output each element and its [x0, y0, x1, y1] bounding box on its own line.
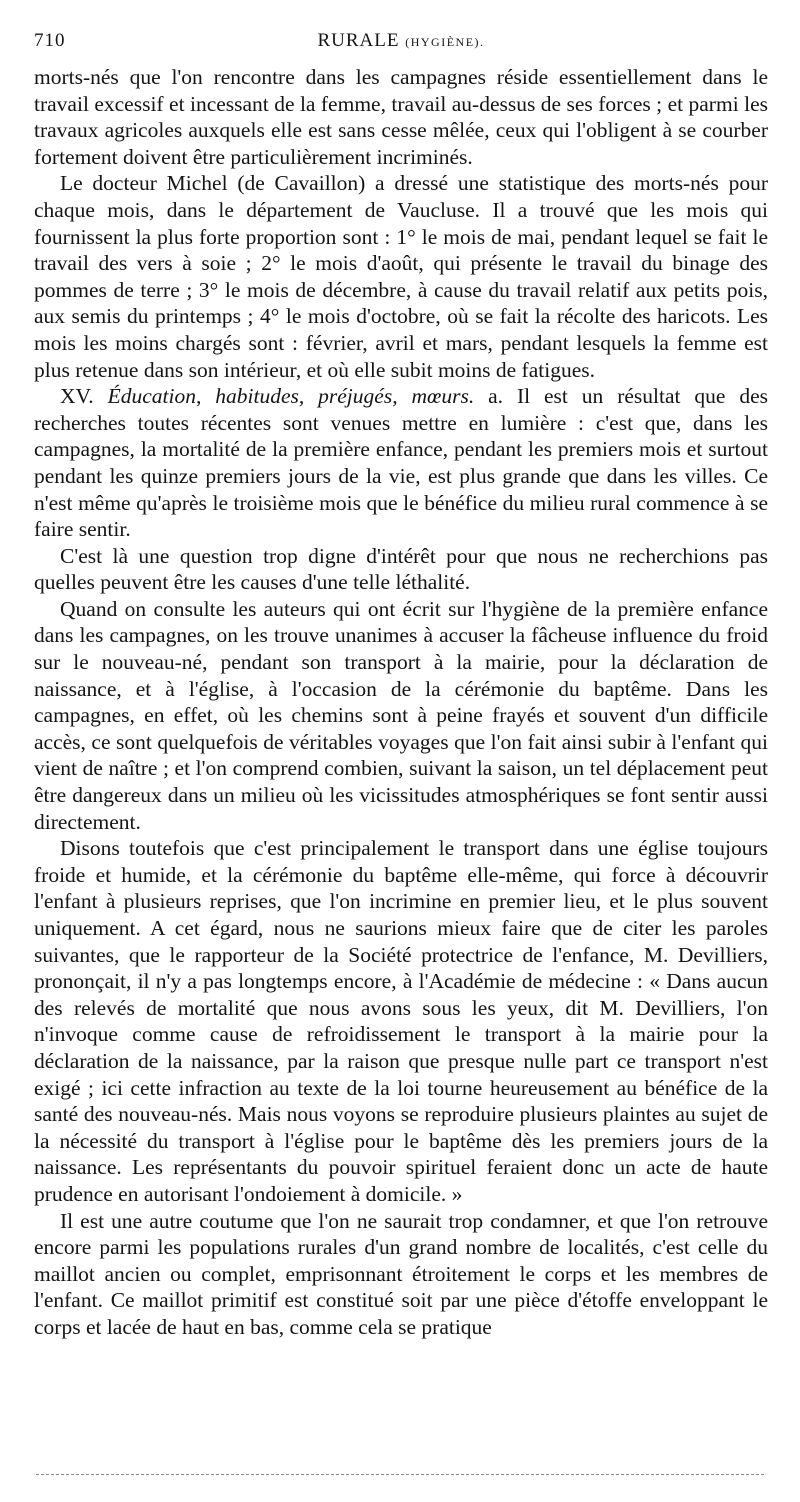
section-number: XV.	[60, 384, 94, 409]
running-title-subtitle: (HYGIÈNE).	[405, 35, 485, 49]
section-heading: Éducation, habitudes, préjugés, mœurs.	[107, 384, 475, 409]
page-number: 710	[34, 30, 66, 51]
running-title	[34, 30, 768, 52]
paragraph-swaddling: Il est une autre coutume que l'on ne saurait trop condamner, et que l'on retrouve encore parmi les populations rurales d'un grand nombre de localités, c'est celle du maillot ancien ou complet, emprisonnant étroitement le corps et les membres de l'enfant. Ce maillot primitif est constitué soit par une pièce d'étoffe enveloppant le corps et lacée de haut en bas, comme cela se pratique	[34, 1208, 768, 1339]
paragraph-cold-influence: Quand on consulte les auteurs qui ont écrit sur l'hygiène de la première enfance dans les campagnes, on les trouve unanimes à accuser la fâcheuse influence du froid sur le nouveau-né, pendant son transport à la mairie, pour la déclaration de naissance, et à l'église, à l'occasion de la cérémonie du baptême. Dans les campagnes, en effet, où les chemins sont à peine frayés et souvent d'un difficile accès, ce sont quelquefois de véritables voyages que l'on fait ainsi subir à l'enfant qui vient de naître ; et l'on comprend combien, suivant la saison, un tel déplacement peut être dangereux dans un milieu où les vicissitudes atmosphériques se font sentir aussi directement.	[34, 596, 768, 834]
section-xv-text: a. Il est un résultat que des recherches toutes récentes sont venues mettre en lumière : c'est que, dans les campagnes, la mortalité de la première enfance, pendant les premiers mois et surtout pendant les quinze premiers jours de la vie, est plus grande que dans les villes. Ce n'est même qu'après le troisième mois que le bénéfice du milieu rural commence à se faire sentir.	[34, 384, 769, 542]
paragraph-section-xv	[34, 383, 768, 543]
body-text	[34, 64, 768, 1341]
running-header	[34, 30, 768, 64]
running-title-main: RURALE	[317, 30, 400, 51]
footer-rule	[36, 1474, 764, 1475]
page	[34, 30, 768, 1341]
paragraph-baptism-transport: Disons toutefois que c'est principalement le transport dans une église toujours froide et humide, et la cérémonie du baptême elle-même, qui force à découvrir l'enfant à plusieurs reprises, que l'on incrimine en premier lieu, et le plus souvent uniquement. A cet égard, nous ne saurions mieux faire que de citer les paroles suivantes, que le rapporteur de la Société protectrice de l'enfance, M. Devilliers, prononçait, il n'y a pas longtemps encore, à l'Académie de médecine : « Dans aucun des relevés de mortalité que nous avons sous les yeux, dit M. Devilliers, l'on n'invoque comme cause de refroidissement le transport à la mairie pour la déclaration de la naissance, par la raison que presque nulle part ce transport n'est exigé ; ici cette infraction au texte de la loi tourne heureusement au bénéfice de la santé des nouveau-nés. Mais nous voyons se reproduire plusieurs plaintes au sujet de la nécessité du transport à l'église pour le baptême dès les premiers jours de la naissance. Les représentants du pouvoir spirituel feraient donc un acte de haute prudence en autorisant l'ondoiement à domicile. »	[34, 836, 768, 1206]
paragraph-continued: morts-nés que l'on rencontre dans les campagnes réside essentiellement dans le travail excessif et incessant de la femme, travail au-dessus de ses forces ; et parmi les travaux agricoles auxquels elle est sans cesse mêlée, ceux qui l'obligent à se courber fortement doivent être particulièrement incriminés.	[34, 65, 768, 169]
paragraph-lethality-question: C'est là une question trop digne d'intérêt pour que nous ne recherchions pas quelles peuvent être les causes d'une telle léthalité.	[34, 543, 768, 595]
paragraph-michel-statistics: Le docteur Michel (de Cavaillon) a dressé une statistique des morts-nés pour chaque mois, dans le département de Vaucluse. Il a trouvé que les mois qui fournissent la plus forte proportion sont : 1° le mois de mai, pendant lequel se fait le travail des vers à soie ; 2° le mois d'août, qui présente le travail du binage des pommes de terre ; 3° le mois de décembre, à cause du travail relatif aux petits pois, aux semis du printemps ; 4° le mois d'octobre, où se fait la récolte des haricots. Les mois les moins chargés sont : février, avril et mars, pendant lesquels la femme est plus retenue dans son intérieur, et où elle subit moins de fatigues.	[34, 171, 768, 382]
